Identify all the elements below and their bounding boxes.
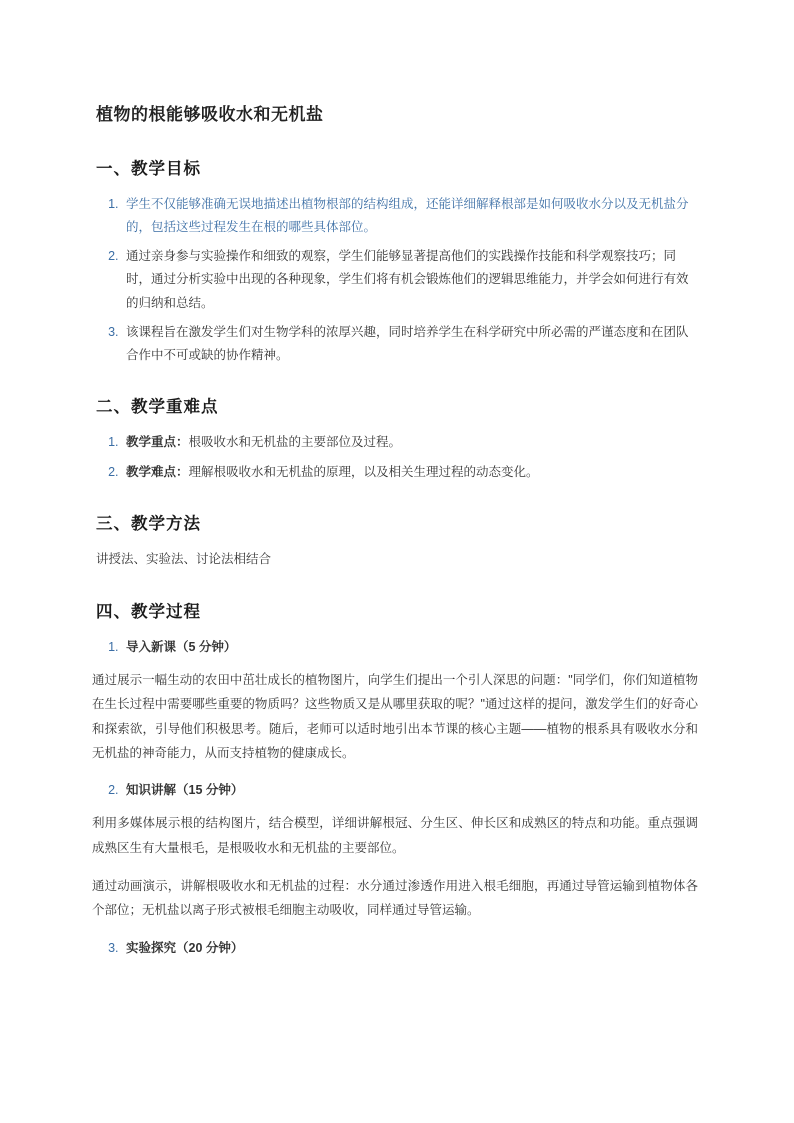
section-heading: 三、教学方法 xyxy=(96,515,201,534)
list-item-text: 学生不仅能够准确无误地描述出植物根部的结构组成，还能详细解释根部是如何吸收水分以及无机盐分的，包括这些过程发生在根的哪些具体部位。 xyxy=(126,197,689,235)
section-teaching-objectives xyxy=(96,155,698,367)
step-paragraph: 利用多媒体展示根的结构图片，结合模型，详细讲解根冠、分生区、伸长区和成熟区的特点和功能。重点强调成熟区生有大量根毛，是根吸收水和无机盐的主要部位。 xyxy=(92,816,698,855)
list-item xyxy=(122,193,698,239)
list-item-text: 通过亲身参与实验操作和细致的观察，学生们能够显著提高他们的实践操作技能和科学观察技巧；同时，通过分析实验中出现的各种现象，学生们将有机会锻炼他们的逻辑思维能力，并学会如何进行有效的归纳和总结。 xyxy=(126,249,689,310)
list-item xyxy=(122,779,698,803)
list-item-text: 根吸收水和无机盐的主要部位及过程。 xyxy=(188,434,402,449)
step-title: 3. 实验探究（20 分钟） xyxy=(126,940,244,955)
step-title: 2. 知识讲解（15 分钟） xyxy=(126,783,244,798)
list-item-label: 教学重点： xyxy=(126,434,189,449)
list-item xyxy=(122,431,698,455)
list-item xyxy=(122,461,698,485)
list-item xyxy=(122,937,698,961)
section-heading: 四、教学过程 xyxy=(96,603,201,622)
methods-paragraph: 讲授法、实验法、讨论法相结合 xyxy=(96,552,272,567)
section-heading: 一、教学目标 xyxy=(96,160,201,178)
step-paragraph: 通过动画演示，讲解根吸收水和无机盐的过程：水分通过渗透作用进入根毛细胞，再通过导管运输到植物体各个部位；无机盐以离子形式被根毛细胞主动吸收，同样通过导管运输。 xyxy=(92,878,698,918)
process-steps-list xyxy=(92,636,698,960)
section-heading: 二、教学重难点 xyxy=(96,397,219,416)
section-key-difficult-points xyxy=(96,393,698,485)
objectives-list xyxy=(96,193,698,367)
list-item xyxy=(122,321,698,367)
list-item-label: 教学难点： xyxy=(126,464,189,479)
step-title: 1. 导入新课（5 分钟） xyxy=(126,640,237,655)
key-points-list xyxy=(96,431,698,485)
list-item-text: 该课程旨在激发学生们对生物学科的浓厚兴趣，同时培养学生在科学研究中所必需的严谨态度和在团队合作中不可或缺的协作精神。 xyxy=(126,324,689,362)
list-item xyxy=(122,636,698,660)
section-teaching-methods xyxy=(96,510,698,572)
list-item xyxy=(122,245,698,314)
list-item-text: 理解根吸收水和无机盐的原理，以及相关生理过程的动态变化。 xyxy=(188,464,539,479)
page-title: 植物的根能够吸收水和无机盐 xyxy=(96,105,324,124)
section-teaching-process xyxy=(92,598,698,960)
step-paragraph: 通过展示一幅生动的农田中茁壮成长的植物图片，向学生们提出一个引人深思的问题："同学们，你们知道植物在生长过程中需要哪些重要的物质吗？这些物质又是从哪里获取的呢？"通过这样的提问，激发学生们的好奇心和探索欲，引导他们积极思考。随后，老师可以适时地引出本节课的核心主题——植物的根系具有吸收水分和无机盐的神奇能力，从而支持植物的健康成长。 xyxy=(92,672,698,760)
